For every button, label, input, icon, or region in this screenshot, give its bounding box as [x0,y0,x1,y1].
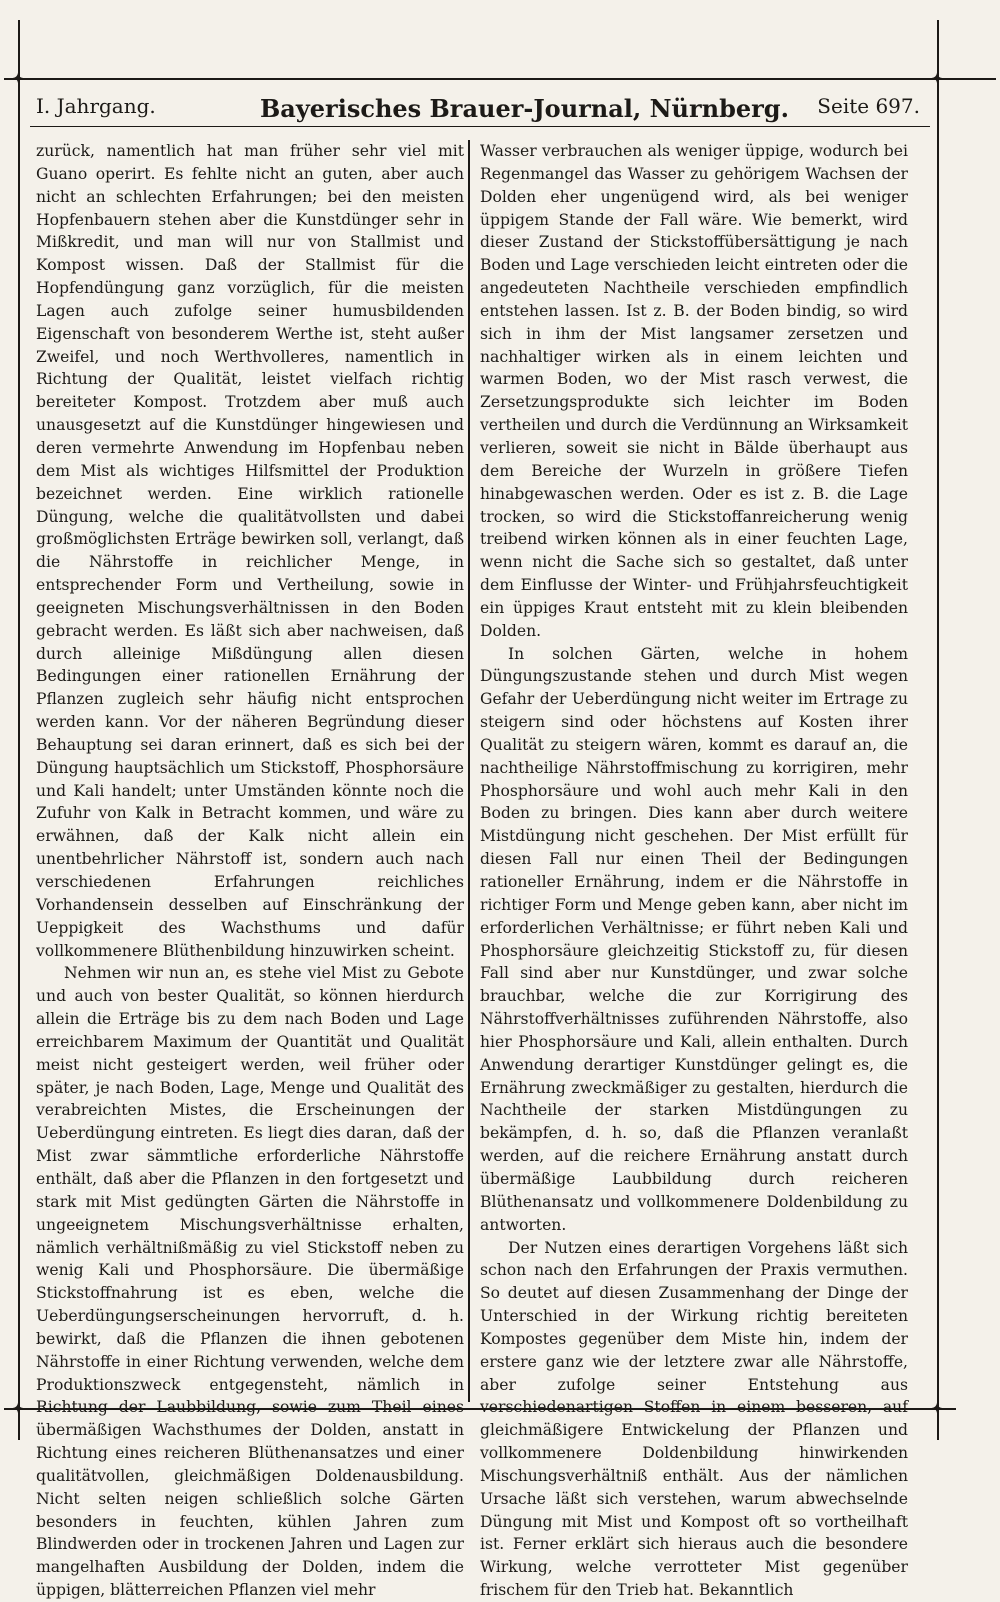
left-border-rule [18,20,20,1440]
paragraph: In solchen Gärten, welche in hohem Düngungszustande stehen und durch Mist wegen Gefahr der Ueberdüngung nicht weiter im Ertrage zu steigern sind oder höchstens auf Kosten ihrer Qualität zu steigern wären, kommt es darauf an, die nachtheilige Nährstoffmischung zu korrigiren, mehr Phosphorsäure und wohl auch mehr Kali in den Boden zu bringen. Dies kann aber durch weitere Mistdüngung nicht geschehen. Der Mist erfüllt für diesen Fall nur einen Theil der Bedingungen rationeller Ernährung, indem er die Nährstoffe in richtiger Form und Menge geben kann, aber nicht im erforderlichen Verhältnisse; er führt neben Kali und Phosphorsäure gleichzeitig Stickstoff zu, für diesen Fall sind aber nur Kunstdünger, und zwar solche brauchbar, welche die zur Korrigirung des Nährstoffverhältnisses zuführenden Nährstoffe, also hier Phosphorsäure und Kali, allein enthalten. Durch Anwendung derartiger Kunstdünger gelingt es, die Ernährung zweckmäßiger zu gestalten, hierdurch die Nachtheile der starken Mistdüngungen zu bekämpfen, d. h. so, daß die Pflanzen veranlaßt werden, auf die reichere Ernährung anstatt durch übermäßige Laubbildung durch reicheren Blüthenansatz und vollkommenere Doldenbildung zu antworten. [480,643,908,1237]
left-text-column [36,140,464,1402]
corner-ornament-icon: ✦ [931,72,943,86]
volume-label: I. Jahrgang. [36,94,156,118]
paragraph: zurück, namentlich hat man früher sehr viel mit Guano operirt. Es fehlte nicht an guten, aber auch nicht an schlechten Erfahrungen; bei den meisten Hopfenbauern stehen aber die Kunstdünger sehr in Mißkredit, und man will nur von Stallmist und Kompost wissen. Daß der Stallmist für die Hopfendüngung ganz vorzüglich, für die meisten Lagen auch zufolge seiner humusbildenden Eigenschaft von besonderem Werthe ist, steht außer Zweifel, und noch Werthvolleres, namentlich in Richtung der Qualität, leistet vielfach richtig bereiteter Kompost. Trotzdem aber muß auch unausgesetzt auf die Kunstdünger hingewiesen und deren vermehrte Anwendung im Hopfenbau neben dem Mist als wichtiges Hilfsmittel der Produktion bezeichnet werden. Eine wirklich rationelle Düngung, welche die qualitätvollsten und dabei großmöglichsten Erträge bewirken soll, verlangt, daß die Nährstoffe in reichlicher Menge, in entsprechender Form und Vertheilung, sowie in geeigneten Mischungsverhältnissen in den Boden gebracht werden. Es läßt sich aber nachweisen, daß durch alleinige Mißdüngung allen diesen Bedingungen einer rationellen Ernährung der Pflanzen zugleich sehr häufig nicht entsprochen werden kann. Vor der näheren Begründung dieser Behauptung sei daran erinnert, daß es sich bei der Düngung hauptsächlich um Stickstoff, Phosphorsäure und Kali handelt; unter Umständen könnte noch die Zufuhr von Kalk in Betracht kommen, und wäre zu erwähnen, daß der Kalk nicht allein ein unentbehrlicher Nährstoff ist, sondern auch nach verschiedenen Erfahrungen reichliches Vorhandensein desselben auf Einschränkung der Ueppigkeit des Wachsthums und dafür vollkommenere Blüthenbildung hinzuwirken scheint. [36,140,464,962]
corner-ornament-icon: ✦ [931,1402,943,1416]
right-text-column [480,140,908,1402]
paragraph: Wasser verbrauchen als weniger üppige, wodurch bei Regenmangel das Wasser zu gehörigem Wachsen der Dolden eher ungenügend wird, als bei weniger üppigem Stande der Fall wäre. Wie bemerkt, wird dieser Zustand der Stickstoffübersättigung je nach Boden und Lage verschieden leicht eintreten oder die angedeuteten Nachtheile verschieden empfindlich entstehen lassen. Ist z. B. der Boden bindig, so wird sich in ihm der Mist langsamer zersetzen und nachhaltiger wirken als in einem leichten und warmen Boden, wo der Mist rasch verwest, die Zersetzungsprodukte sich leichter im Boden vertheilen und durch die Verdünnung an Wirksamkeit verlieren, soweit sie nicht in Bälde überhaupt aus dem Bereiche der Wurzeln in größere Tiefen hinabgewaschen werden. Oder es ist z. B. die Lage trocken, so wird die Stickstoffanreicherung wenig treibend wirken können als in einer feuchten Lage, wenn nicht die Sache sich so gestaltet, daß unter dem Einflusse der Winter- und Frühjahrsfeuchtigkeit ein üppiges Kraut entsteht mit zu klein bleibenden Dolden. [480,140,908,643]
column-divider [468,140,470,1402]
journal-title: Bayerisches Brauer-Journal, Nürnberg. [260,94,789,123]
page-header [30,86,930,127]
corner-ornament-icon: ✦ [12,72,24,86]
page-number: Seite 697. [817,94,920,118]
top-border-rule [4,78,996,80]
paragraph: Der Nutzen eines derartigen Vorgehens läßt sich schon nach den Erfahrungen der Praxis vermuthen. So deutet auf diesen Zusammenhang der Dinge der Unterschied in der Wirkung richtig bereiteten Kompostes gegenüber dem Miste hin, indem der erstere ganz wie der letztere zwar alle Nährstoffe, aber zufolge seiner Entstehung aus verschiedenartigen Stoffen in einem besseren, auf gleichmäßigere Entwickelung der Pflanzen und vollkommenere Doldenbildung hinwirkenden Mischungsverhältniß enthält. Aus der nämlichen Ursache läßt sich verstehen, warum abwechselnde Düngung mit Mist und Kompost oft so vortheilhaft ist. Ferner erklärt sich hieraus auch die besondere Wirkung, welche verrotteter Mist gegenüber frischem für den Trieb hat. Bekanntlich [480,1237,908,1602]
right-border-rule [937,20,939,1440]
corner-ornament-icon: ✦ [12,1402,24,1416]
paragraph: Nehmen wir nun an, es stehe viel Mist zu Gebote und auch von bester Qualität, so können hierdurch allein die Erträge bis zu dem nach Boden und Lage erreichbarem Maximum der Quantität und Qualität meist nicht gesteigert werden, weil früher oder später, je nach Boden, Lage, Menge und Qualität des verabreichten Mistes, die Erscheinungen der Ueberdüngung eintreten. Es liegt dies daran, daß der Mist zwar sämmtliche erforderliche Nährstoffe enthält, daß aber die Pflanzen in den fortgesetzt und stark mit Mist gedüngten Gärten die Nährstoffe in ungeeignetem Mischungsverhältnisse erhalten, nämlich verhältnißmäßig zu viel Stickstoff neben zu wenig Kali und Phosphorsäure. Die übermäßige Stickstoffnahrung ist es eben, welche die Ueberdüngungserscheinungen hervorruft, d. h. bewirkt, daß die Pflanzen die ihnen gebotenen Nährstoffe in einer Richtung verwenden, welche dem Produktionszweck entgegensteht, nämlich in Richtung der Laubbildung, sowie zum Theil eines übermäßigen Wachsthumes der Dolden, anstatt in Richtung eines reicheren Blüthenansatzes und einer qualitätvollen, gleichmäßigen Doldenausbildung. Nicht selten neigen schließlich solche Gärten besonders in feuchten, kühlen Jahren zum Blindwerden oder in trockenen Jahren und Lagen zur mangelhaften Ausbildung der Dolden, indem die üppigen, blätterreichen Pflanzen viel mehr [36,962,464,1602]
